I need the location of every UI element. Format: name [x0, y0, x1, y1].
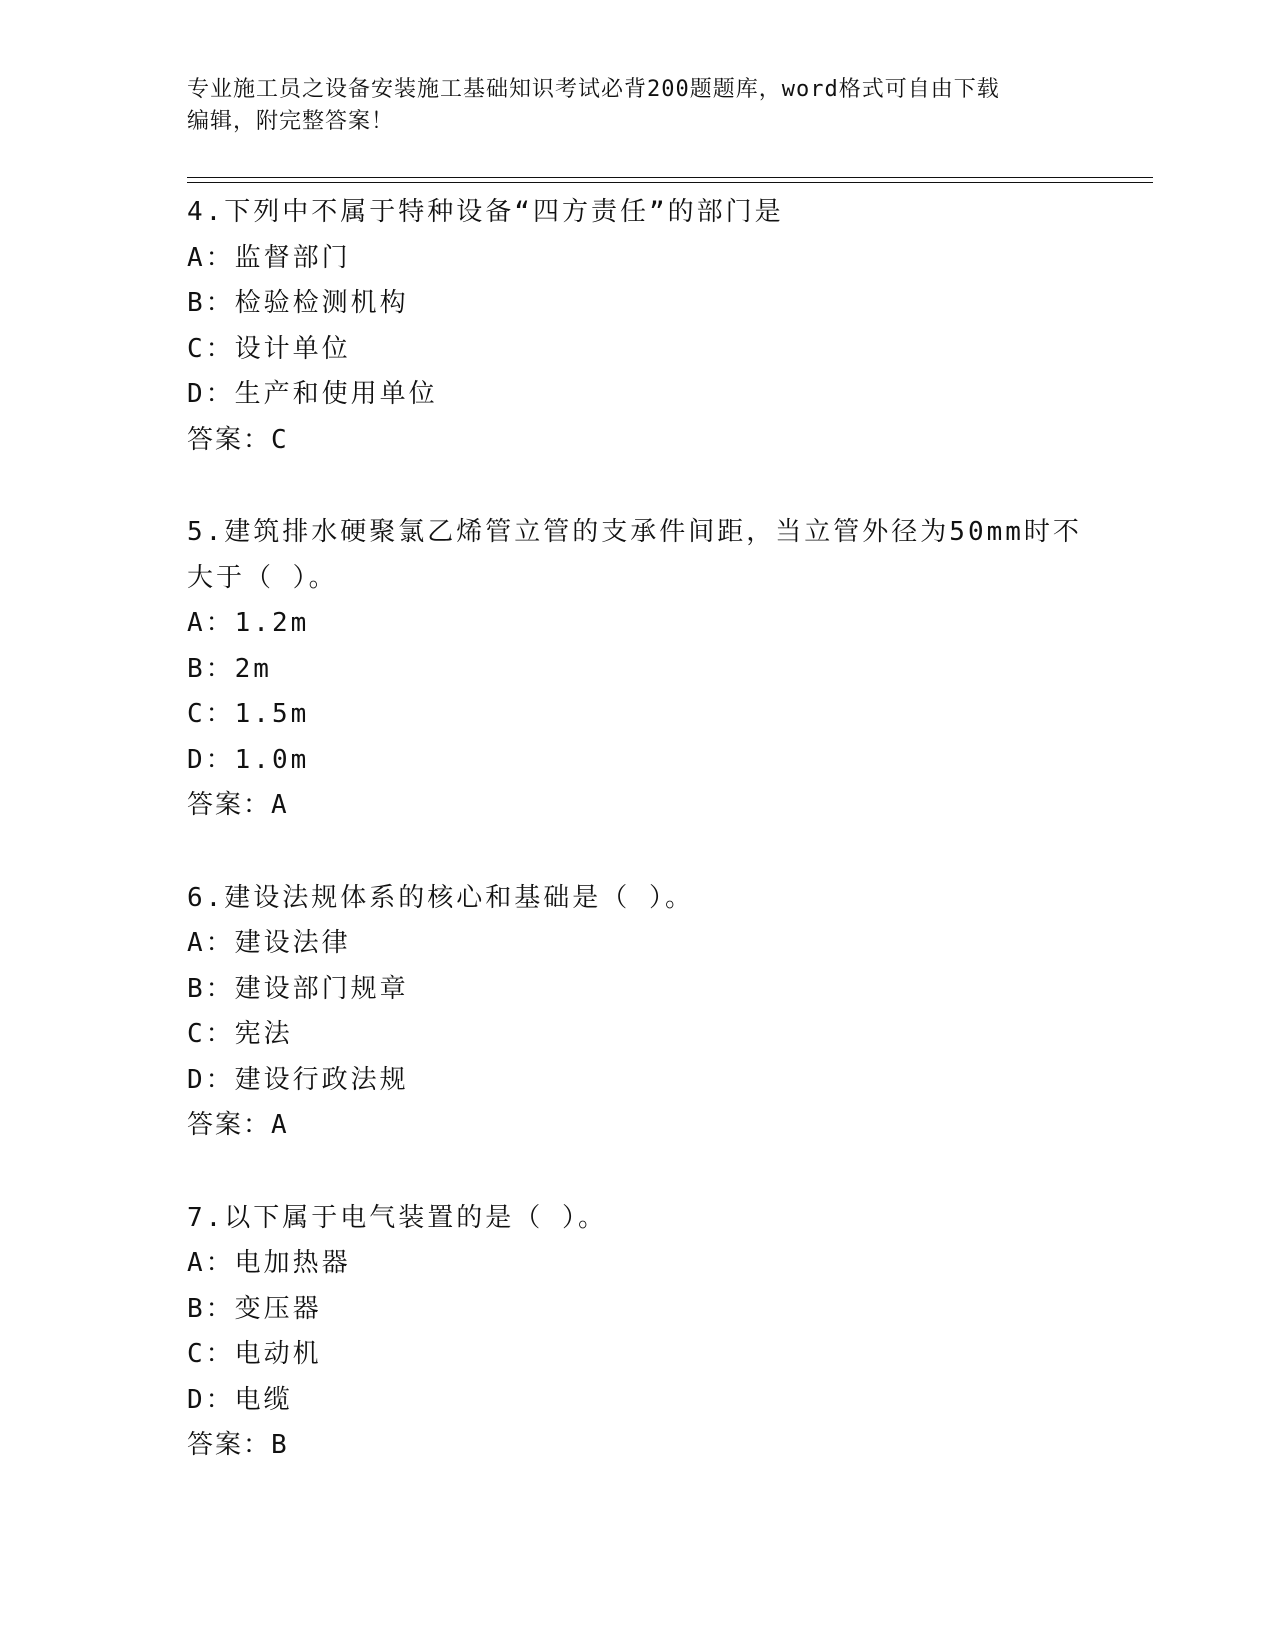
- question-title: 4.下列中不属于特种设备“四方责任”的部门是: [187, 197, 784, 227]
- option-text: 生产和使用单位: [234, 379, 438, 409]
- question-item: [187, 876, 1087, 1149]
- option-d: [187, 1058, 1087, 1104]
- question-item: [187, 510, 1087, 829]
- answer-line: 答案：A: [187, 1110, 289, 1140]
- header-divider-bottom: [187, 182, 1153, 183]
- option-letter: D：: [187, 1384, 235, 1415]
- option-text: 电缆: [234, 1384, 293, 1415]
- option-text: 电动机: [234, 1339, 322, 1369]
- option-letter: D：: [187, 744, 235, 775]
- option-letter: C：: [187, 1019, 235, 1049]
- header-divider-top: [187, 177, 1153, 178]
- option-letter: B：: [187, 653, 235, 684]
- question-item: [187, 1196, 1087, 1469]
- option-letter: D：: [187, 1064, 235, 1095]
- option-c: [187, 1012, 1087, 1058]
- answer-line: 答案：C: [187, 424, 289, 455]
- option-text: 监督部门: [234, 242, 351, 273]
- question-title: 6.建设法规体系的核心和基础是（ ）。: [187, 882, 694, 913]
- option-letter: C：: [187, 1339, 235, 1369]
- option-letter: C：: [187, 333, 235, 364]
- option-d: [187, 1378, 1087, 1424]
- question-title: 5.建筑排水硬聚氯乙烯管立管的支承件间距，当立管外径为50mm时不大于（ ）。: [187, 517, 1082, 593]
- header-line-2: 编辑，附完整答案！: [187, 109, 395, 134]
- answer-line: 答案：B: [187, 1430, 289, 1460]
- header-line-1: 专业施工员之设备安装施工基础知识考试必背200题题库，word格式可自由下载: [187, 77, 1000, 102]
- option-text: 1.0m: [234, 744, 310, 775]
- option-text: 变压器: [234, 1293, 322, 1324]
- option-c: [187, 327, 1087, 373]
- option-c: [187, 692, 1087, 738]
- option-a: [187, 601, 1087, 647]
- option-text: 设计单位: [234, 333, 351, 364]
- option-a: [187, 1241, 1087, 1287]
- option-d: [187, 738, 1087, 784]
- option-b: [187, 647, 1087, 693]
- question-item: [187, 190, 1087, 463]
- option-letter: B：: [187, 973, 235, 1004]
- option-d: [187, 372, 1087, 418]
- option-text: 1.2m: [234, 608, 310, 638]
- option-letter: D：: [187, 379, 235, 409]
- option-letter: A：: [187, 928, 235, 958]
- option-b: [187, 281, 1087, 327]
- option-letter: A：: [187, 1248, 235, 1278]
- option-a: [187, 236, 1087, 282]
- question-list: [187, 190, 1087, 1516]
- option-letter: B：: [187, 1293, 235, 1324]
- option-text: 检验检测机构: [234, 288, 409, 318]
- option-text: 建设行政法规: [234, 1064, 409, 1095]
- document-header: [187, 74, 1087, 138]
- question-title: 7.以下属于电气装置的是（ ）。: [187, 1202, 607, 1233]
- option-text: 电加热器: [234, 1248, 351, 1278]
- option-letter: A：: [187, 608, 235, 638]
- option-b: [187, 967, 1087, 1013]
- option-letter: B：: [187, 288, 235, 318]
- option-text: 宪法: [234, 1019, 293, 1049]
- option-text: 2m: [234, 653, 272, 684]
- option-letter: C：: [187, 699, 235, 729]
- option-a: [187, 921, 1087, 967]
- option-letter: A：: [187, 242, 235, 273]
- option-c: [187, 1332, 1087, 1378]
- option-text: 1.5m: [234, 699, 310, 729]
- answer-line: 答案：A: [187, 790, 289, 820]
- option-text: 建设部门规章: [234, 973, 409, 1004]
- option-b: [187, 1287, 1087, 1333]
- option-text: 建设法律: [234, 928, 351, 958]
